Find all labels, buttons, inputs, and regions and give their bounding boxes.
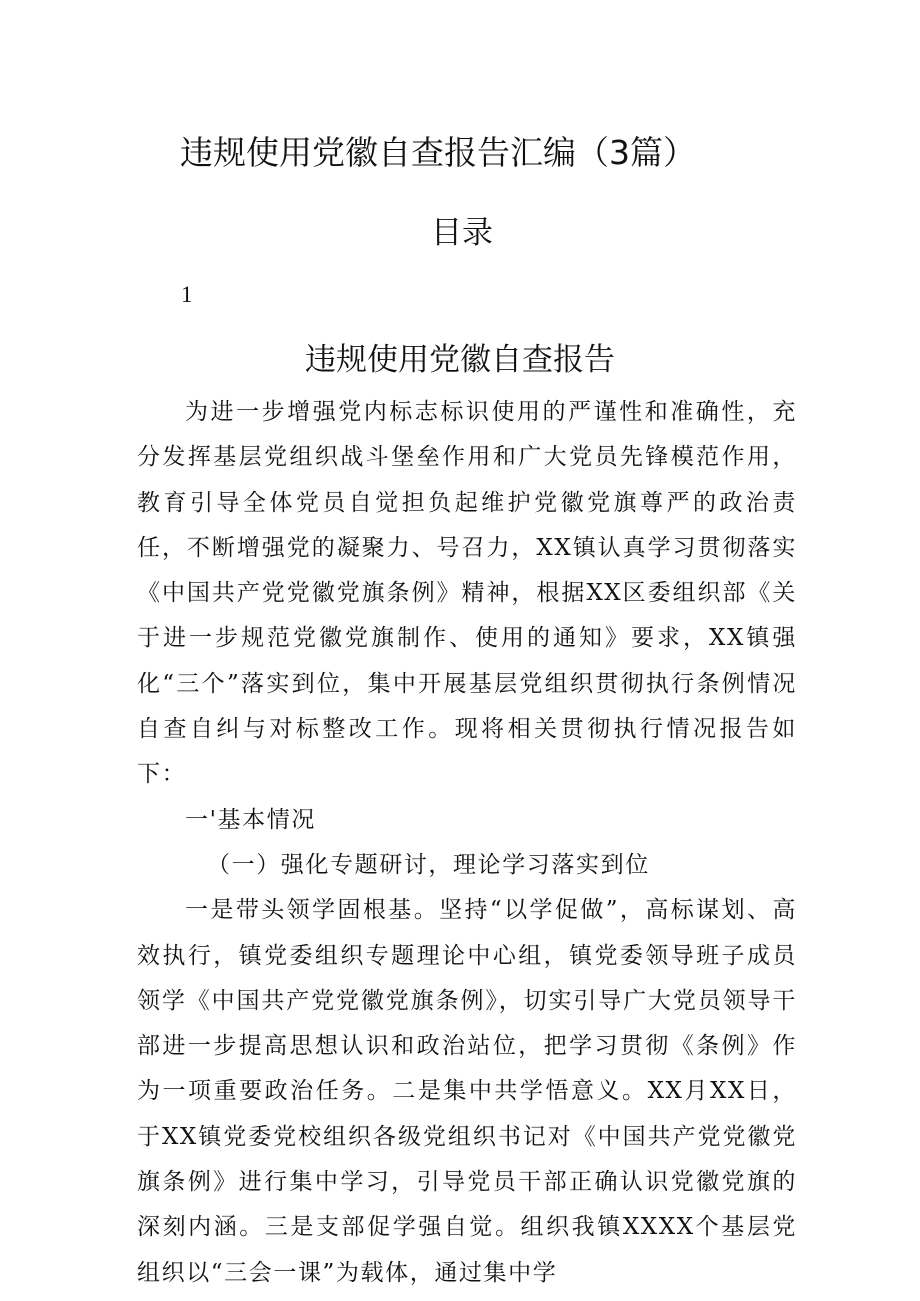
subsection-heading-study: （一）强化专题研讨，理论学习落实到位 bbox=[207, 851, 650, 878]
toc-item-number: 1 bbox=[181, 282, 193, 307]
document-title: 违规使用党徽自查报告汇编（3篇） bbox=[180, 133, 696, 172]
report-title: 违规使用党徽自查报告 bbox=[305, 342, 615, 378]
toc-heading: 目录 bbox=[431, 215, 493, 251]
section-heading-basic-situation: 一'基本情况 bbox=[185, 806, 316, 833]
study-paragraph: 一是带头领学固根基。坚持“以学促做”，高标谋划、高效执行，镇党委组织专题理论中心组，镇党委领导班子成员领学《中国共产党党徽党旗条例》，切实引导广大党员领导干部进一步提高思想认识和政治站位，把学习贯彻《条例》作为一项重要政治任务。二是集中共学悟意义。XX月XX日，于XX镇党委党校组织各级党组织书记对《中国共产党党徽党旗条例》进行集中学习，引导党员干部正确认识党徽党旗的深刻内涵。三是支部促学强自觉。组织我镇XXXX个基层党组织以“三会一课”为载体，通过集中学 bbox=[137, 897, 797, 1286]
intro-paragraph: 为进一步增强党内标志标识使用的严谨性和准确性，充分发挥基层党组织战斗堡垒作用和广大党员先锋模范作用，教育引导全体党员自觉担负起维护党徽党旗尊严的政治责任，不断增强党的凝聚力、号召力，XX镇认真学习贯彻落实《中国共产党党徽党旗条例》精神，根据XX区委组织部《关于进一步规范党徽党旗制作、使用的通知》要求，XX镇强化“三个”落实到位，集中开展基层党组织贯彻执行条例情况自查自纠与对标整改工作。现将相关贯彻执行情况报告如下： bbox=[137, 399, 797, 788]
report-body bbox=[137, 390, 797, 1296]
